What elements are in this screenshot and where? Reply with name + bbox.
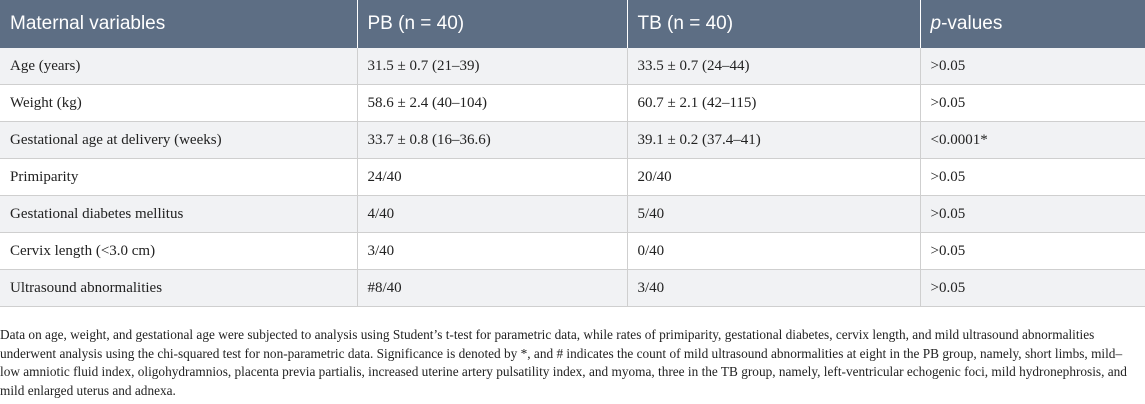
cell-pb: 58.6 ± 2.4 (40–104) bbox=[357, 85, 627, 122]
cell-p: <0.0001* bbox=[920, 122, 1145, 159]
header-maternal-variables: Maternal variables bbox=[0, 0, 357, 48]
header-p-italic: p bbox=[930, 13, 942, 34]
cell-pb: 31.5 ± 0.7 (21–39) bbox=[357, 48, 627, 85]
cell-p: >0.05 bbox=[920, 48, 1145, 85]
cell-pb: 3/40 bbox=[357, 233, 627, 270]
cell-variable: Gestational diabetes mellitus bbox=[0, 196, 357, 233]
table-body bbox=[0, 48, 1145, 307]
cell-p: >0.05 bbox=[920, 85, 1145, 122]
table-row bbox=[0, 159, 1145, 196]
cell-tb: 33.5 ± 0.7 (24–44) bbox=[627, 48, 920, 85]
cell-variable: Gestational age at delivery (weeks) bbox=[0, 122, 357, 159]
header-p-rest: -values bbox=[941, 13, 1003, 34]
cell-tb: 39.1 ± 0.2 (37.4–41) bbox=[627, 122, 920, 159]
cell-variable: Primiparity bbox=[0, 159, 357, 196]
cell-variable: Ultrasound abnormalities bbox=[0, 270, 357, 307]
cell-variable: Age (years) bbox=[0, 48, 357, 85]
cell-p: >0.05 bbox=[920, 196, 1145, 233]
cell-variable: Cervix length (<3.0 cm) bbox=[0, 233, 357, 270]
cell-pb: 33.7 ± 0.8 (16–36.6) bbox=[357, 122, 627, 159]
header-pb: PB (n = 40) bbox=[357, 0, 627, 48]
cell-p: >0.05 bbox=[920, 270, 1145, 307]
table-row bbox=[0, 48, 1145, 85]
cell-tb: 3/40 bbox=[627, 270, 920, 307]
cell-tb: 60.7 ± 2.1 (42–115) bbox=[627, 85, 920, 122]
table-footnote: Data on age, weight, and gestational age were subjected to analysis using Student’s t-test for parametric data, while rates of primiparity, gestational diabetes, cervix length, and mild ultrasound abnormalities underwent analysis using the chi-squared test for non-parametric data. Significance is denoted by *, and # indicates the count of mild ultrasound abnormalities at eight in the PB group, namely, short limbs, mild–low amniotic fluid index, oligohydramnios, placenta previa partialis, increased uterine artery pulsatility index, and myoma, three in the TB group, namely, left-ventricular echogenic foci, mild hydronephrosis, and mild enlarged uterus and adnexa. bbox=[0, 327, 1127, 398]
table-row bbox=[0, 233, 1145, 270]
table-row bbox=[0, 85, 1145, 122]
cell-tb: 20/40 bbox=[627, 159, 920, 196]
table-row bbox=[0, 122, 1145, 159]
header-row bbox=[0, 0, 1145, 48]
table-row bbox=[0, 270, 1145, 307]
cell-p: >0.05 bbox=[920, 233, 1145, 270]
table-header bbox=[0, 0, 1145, 48]
cell-pb: 4/40 bbox=[357, 196, 627, 233]
cell-tb: 5/40 bbox=[627, 196, 920, 233]
header-p-values bbox=[920, 0, 1145, 48]
header-tb: TB (n = 40) bbox=[627, 0, 920, 48]
cell-tb: 0/40 bbox=[627, 233, 920, 270]
cell-variable: Weight (kg) bbox=[0, 85, 357, 122]
cell-pb: 24/40 bbox=[357, 159, 627, 196]
table-row bbox=[0, 196, 1145, 233]
cell-p: >0.05 bbox=[920, 159, 1145, 196]
cell-pb: #8/40 bbox=[357, 270, 627, 307]
